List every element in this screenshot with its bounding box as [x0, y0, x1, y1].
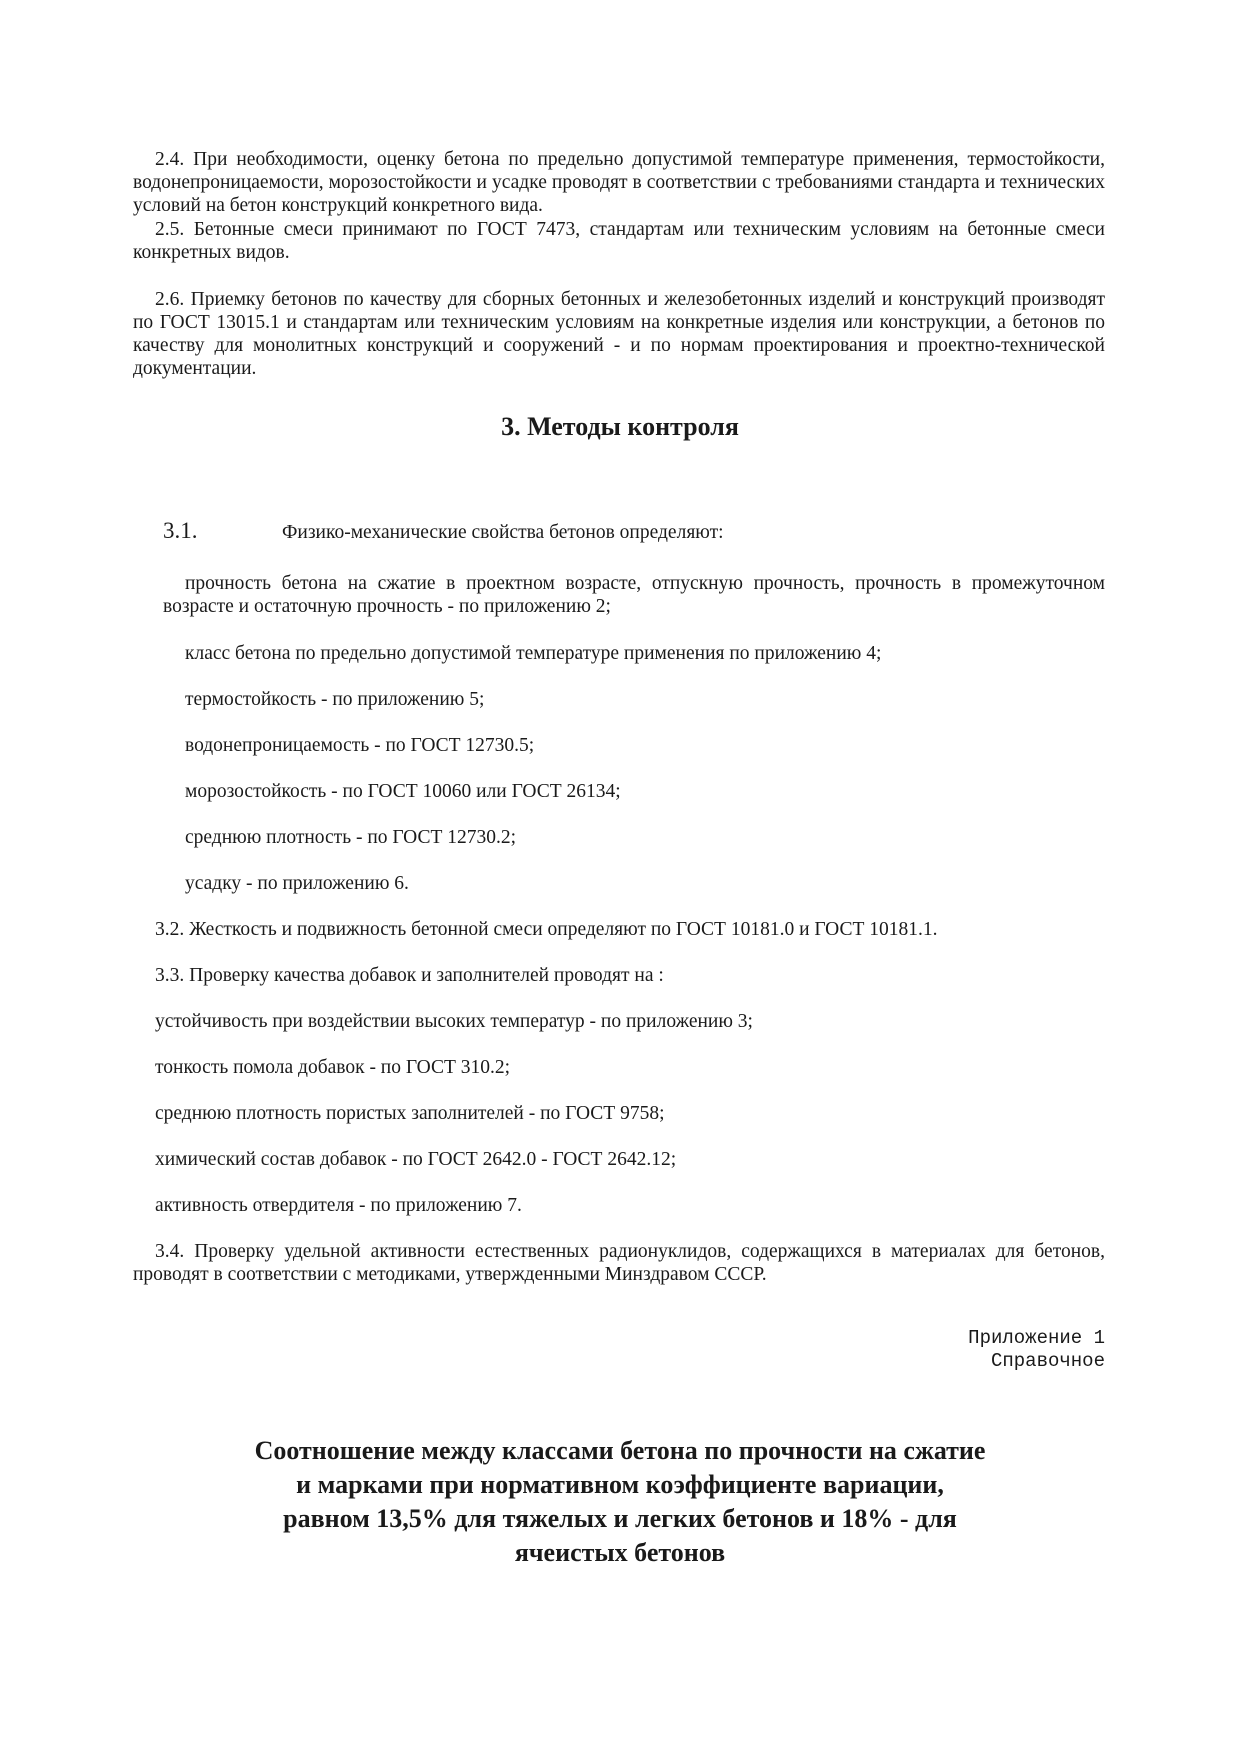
list-item: химический состав добавок - по ГОСТ 2642.0 - ГОСТ 2642.12; [155, 1149, 677, 1170]
list-item: класс бетона по предельно допустимой температуре применения по приложению 4; [185, 643, 882, 664]
list-item: активность отвердителя - по приложению 7. [155, 1195, 522, 1216]
list-item: прочность бетона на сжатие в проектном возрасте, отпускную прочность, прочность в промежуточном возрасте и остаточную прочность - по приложению 2; [163, 573, 1105, 617]
list-item: морозостойкость - по ГОСТ 10060 или ГОСТ 26134; [185, 781, 621, 802]
paragraph-2-5: 2.5. Бетонные смеси принимают по ГОСТ 7473, стандартам или техническим условиям на бетонные смеси конкретных видов. [133, 219, 1105, 263]
paragraph-3-3: 3.3. Проверку качества добавок и заполнителей проводят на : [155, 965, 664, 986]
paragraph-2-4: 2.4. При необходимости, оценку бетона по предельно допустимой температуре применения, термостойкости, водонепроницаемости, морозостойкости и усадке проводят в соответствии с требованиями стандарта и технических условий на бетон конструкций конкретного вида. [133, 149, 1105, 216]
appendix-kind: Справочное [990, 1350, 1105, 1372]
paragraph-3-2: 3.2. Жесткость и подвижность бетонной смеси определяют по ГОСТ 10181.0 и ГОСТ 10181.1. [155, 919, 938, 940]
paragraph-2-6: 2.6. Приемку бетонов по качеству для сборных бетонных и железобетонных изделий и конструкций производят по ГОСТ 13015.1 и стандартам или техническим условиям на конкретные изделия или конструкции, а бетонов по качеству для монолитных конструкций и сооружений - и по нормам проектирования и проектно-технической документации. [133, 289, 1105, 379]
item-3-1-text: Физико-механические свойства бетонов определяют: [282, 522, 724, 543]
section-3-title: 3. Методы контроля [501, 412, 739, 441]
appendix-title: Соотношение между классами бетона по прочности на сжатие и марками при нормативном коэффициенте вариации, равном 13,5% для тяжелых и легких бетонов и 18% - для ячеистых бетонов [254, 1436, 986, 1567]
list-item: среднюю плотность - по ГОСТ 12730.2; [185, 827, 517, 848]
list-item: усадку - по приложению 6. [185, 873, 409, 894]
list-item: тонкость помола добавок - по ГОСТ 310.2; [155, 1057, 511, 1078]
item-3-1-number: 3.1. [163, 518, 198, 543]
list-item: водонепроницаемость - по ГОСТ 12730.5; [185, 735, 535, 756]
appendix-label: Приложение 1 [968, 1327, 1105, 1349]
paragraph-3-4: 3.4. Проверку удельной активности естественных радионуклидов, содержащихся в материалах для бетонов, проводят в соответствии с методиками, утвержденными Минздравом СССР. [133, 1241, 1105, 1285]
list-item: термостойкость - по приложению 5; [185, 689, 485, 710]
list-item: среднюю плотность пористых заполнителей - по ГОСТ 9758; [155, 1103, 665, 1124]
list-item: устойчивость при воздействии высоких температур - по приложению 3; [155, 1011, 753, 1032]
